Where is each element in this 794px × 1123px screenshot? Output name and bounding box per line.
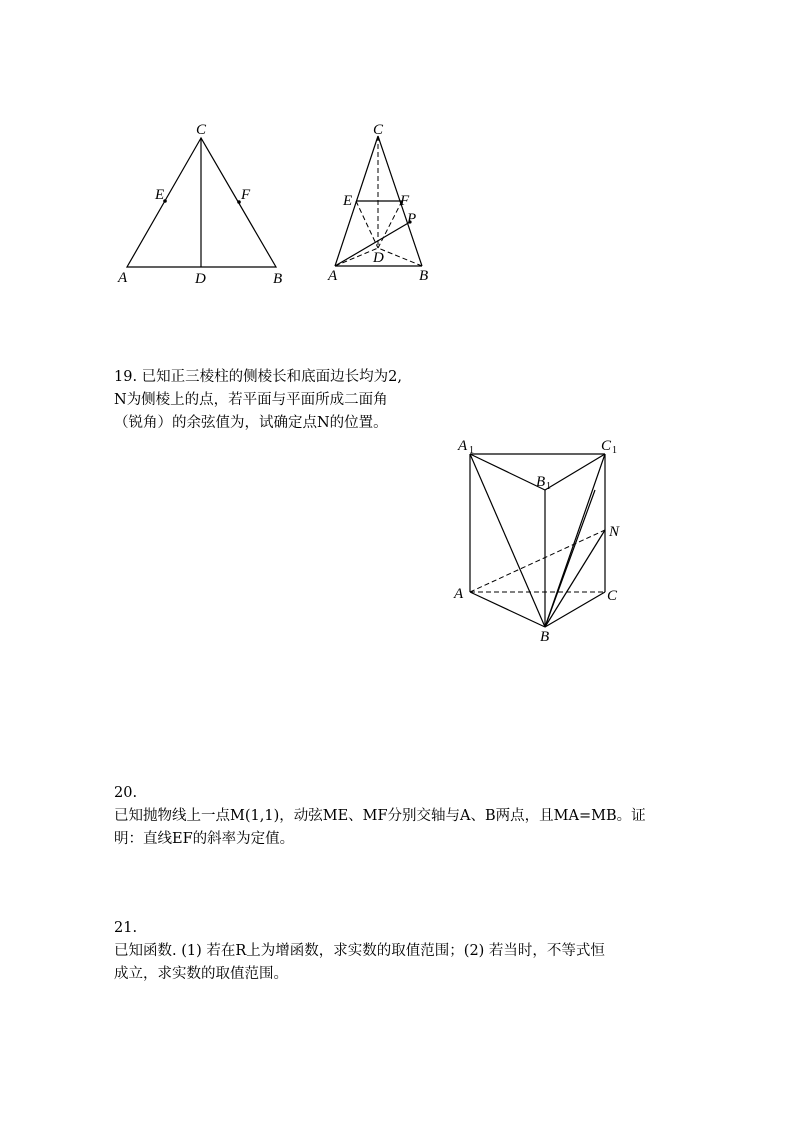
label-d: D	[373, 250, 384, 266]
question-20-number: 20.	[114, 785, 138, 801]
label-c1: C	[601, 438, 612, 454]
label-a: A	[118, 270, 128, 286]
question-21-line: 成立，求实数的取值范围。	[114, 966, 288, 982]
label-a: A	[328, 268, 338, 284]
segment-a1b	[470, 454, 545, 627]
figure-pyramid-folded	[325, 118, 440, 288]
label-a: A	[454, 586, 464, 602]
question-19-line: （锐角）的余弦值为，试确定点N的位置。	[114, 415, 388, 431]
question-21	[114, 917, 605, 986]
label-a1-subscript: 1	[469, 445, 474, 456]
label-p: P	[407, 211, 417, 227]
label-c: C	[607, 588, 618, 604]
label-c: C	[373, 122, 384, 138]
edge-bc	[545, 592, 605, 627]
question-21-number: 21.	[114, 920, 138, 936]
label-e: E	[155, 187, 165, 203]
dashed-fd	[378, 201, 402, 248]
dashed-bd	[378, 248, 422, 266]
figure-triangle-altitude	[110, 118, 295, 288]
label-f: F	[241, 187, 251, 203]
label-n: N	[609, 524, 620, 540]
question-20-line: 明：直线EF的斜率为定值。	[114, 831, 295, 847]
question-20	[114, 782, 646, 851]
label-b: B	[273, 271, 283, 287]
label-b: B	[419, 268, 429, 284]
edge-a1b1	[470, 454, 545, 490]
edge-ab	[470, 592, 545, 627]
label-b1: B	[536, 474, 546, 490]
label-a1: A	[458, 438, 468, 454]
label-d: D	[195, 271, 206, 287]
figure-triangular-prism	[445, 430, 635, 650]
dashed-ed	[356, 201, 378, 248]
question-19	[114, 366, 402, 435]
question-20-line: 已知抛物线上一点M(1,1)，动弦ME、MF分别交轴与A、B两点，且MA=MB。证	[114, 808, 646, 824]
dashed-an	[470, 530, 605, 592]
question-21-line: 已知函数. (1) 若在R上为增函数，求实数的取值范围；(2) 若当时，不等式恒	[114, 943, 605, 959]
label-b1-subscript: 1	[546, 481, 551, 492]
label-b: B	[540, 629, 550, 645]
edge-b1c1	[545, 454, 605, 490]
question-19-line: N为侧棱上的点，若平面与平面所成二面角	[114, 392, 388, 408]
question-19-line: 19. 已知正三棱柱的侧棱长和底面边长均为2,	[114, 369, 403, 385]
label-c: C	[196, 122, 207, 138]
label-e: E	[343, 193, 353, 209]
dashed-ad	[335, 248, 378, 266]
label-c1-subscript: 1	[612, 445, 617, 456]
label-f: F	[400, 193, 410, 209]
